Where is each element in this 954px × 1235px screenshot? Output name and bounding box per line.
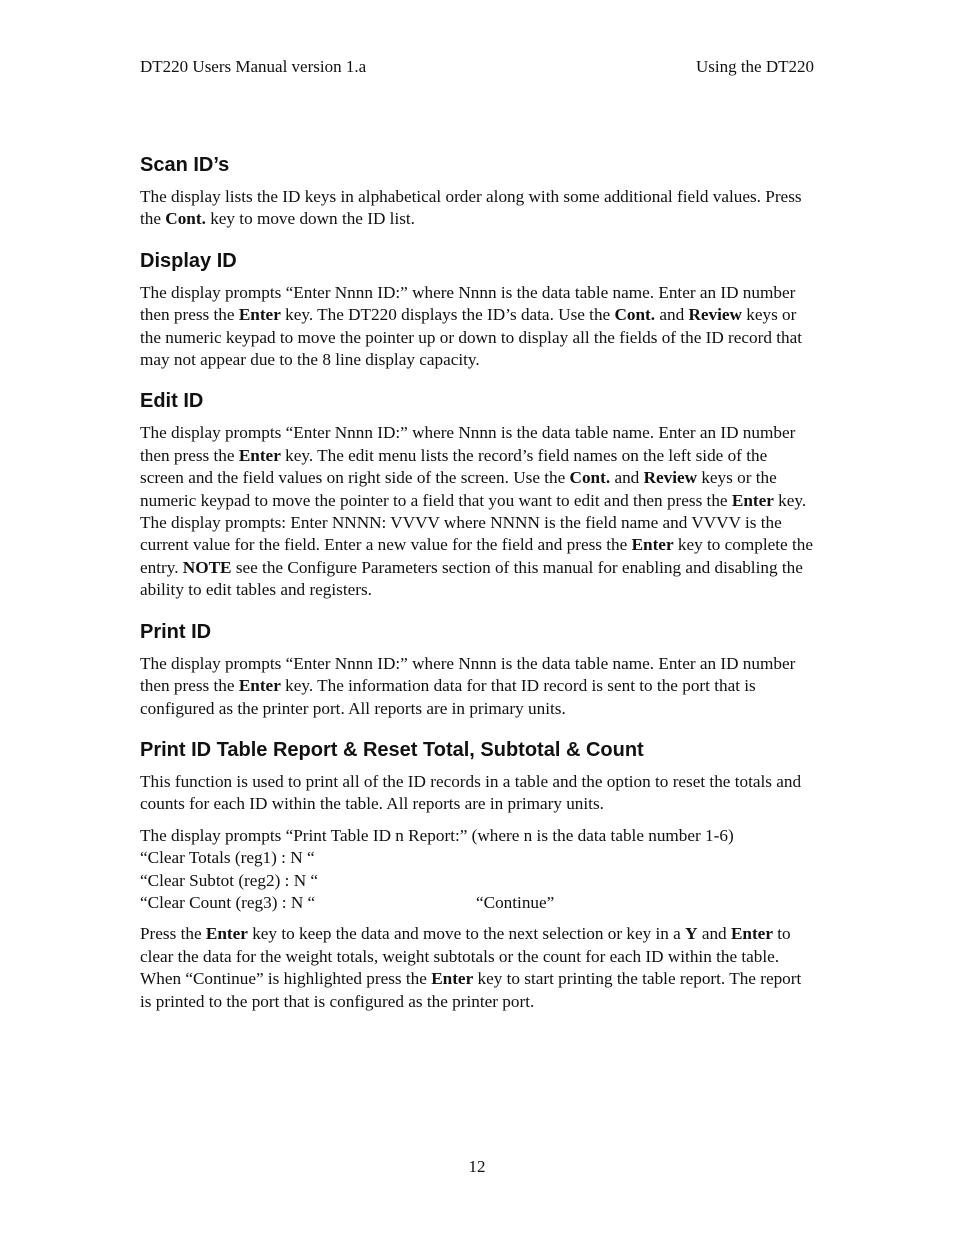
section-print-id (140, 619, 814, 720)
section-heading: Print ID (140, 620, 212, 643)
section-heading: Display ID (140, 249, 237, 272)
prompt-line-clear-count-text: “Clear Count (reg3) : N “ (140, 892, 316, 912)
section-print-table-report (140, 737, 814, 1013)
section-paragraph: The display prompts “Enter Nnnn ID:” where Nnnn is the data table name. Enter an ID number then press the Enter key. The DT220 displays the ID’s data. Use the Cont. and Review keys or the numeric keypad to move the pointer up or down to display all the fields of the ID record that may not appear due to the 8 line display capacity. (140, 282, 803, 370)
header-manual-title: DT220 Users Manual version 1.a (140, 57, 367, 76)
prompt-line-clear-subtot: “Clear Subtot (reg2) : N “ (140, 870, 319, 890)
page-number: 12 (468, 1157, 486, 1176)
prompt-line-clear-totals: “Clear Totals (reg1) : N “ (140, 848, 315, 868)
section-paragraph: The display lists the ID keys in alphabetical order along with some additional field values. Press the Cont. key to move down the ID list. (140, 187, 802, 229)
section-display-id (140, 248, 814, 372)
section-scan-ids (140, 152, 814, 231)
prompt-line-clear-count (140, 892, 814, 914)
prompt-intro: The display prompts “Print Table ID n Report:” (where n is the data table number 1-6) (140, 825, 734, 845)
page-header (140, 57, 814, 77)
section-heading: Scan ID’s (140, 154, 230, 176)
page-content (140, 152, 814, 1013)
section-heading: Print ID Table Report & Reset Total, Subtotal & Count (140, 738, 644, 761)
section-paragraph: Press the Enter key to keep the data and move to the next selection or key in a Y and Enter to clear the data for the weight totals, weight subtotals or the count for each ID within the table. When “Continue” is highlighted press the Enter key to start printing the table report. The report is printed to the port that is configured as the printer port. (140, 924, 802, 1011)
section-paragraph: The display prompts “Enter Nnnn ID:” where Nnnn is the data table name. Enter an ID number then press the Enter key. The edit menu lists the record’s field names on the left side of the screen and the field values on right side of the screen. Use the Cont. and Review keys or the numeric keypad to move the pointer to a field that you want to edit and then press the Enter key. The display prompts: Enter NNNN: VVVV where NNNN is the field name and VVVV is the current value for the field. Enter a new value for the field and press the Enter key to complete the entry. NOTE see the Configure Parameters section of this manual for enabling and disabling the ability to edit tables and registers. (140, 423, 813, 600)
section-edit-id (140, 388, 814, 601)
display-prompt-block (140, 825, 814, 915)
section-heading: Edit ID (140, 390, 204, 413)
section-paragraph: The display prompts “Enter Nnnn ID:” where Nnnn is the data table name. Enter an ID number then press the Enter key. The information data for that ID record is sent to the port that is configured as the printer port. All reports are in primary units. (140, 653, 796, 718)
section-paragraph: This function is used to print all of the ID records in a table and the option to reset the totals and counts for each ID within the table. All reports are in primary units. (140, 771, 802, 814)
header-section-title: Using the DT220 (695, 57, 814, 76)
prompt-continue: “Continue” (476, 892, 555, 912)
